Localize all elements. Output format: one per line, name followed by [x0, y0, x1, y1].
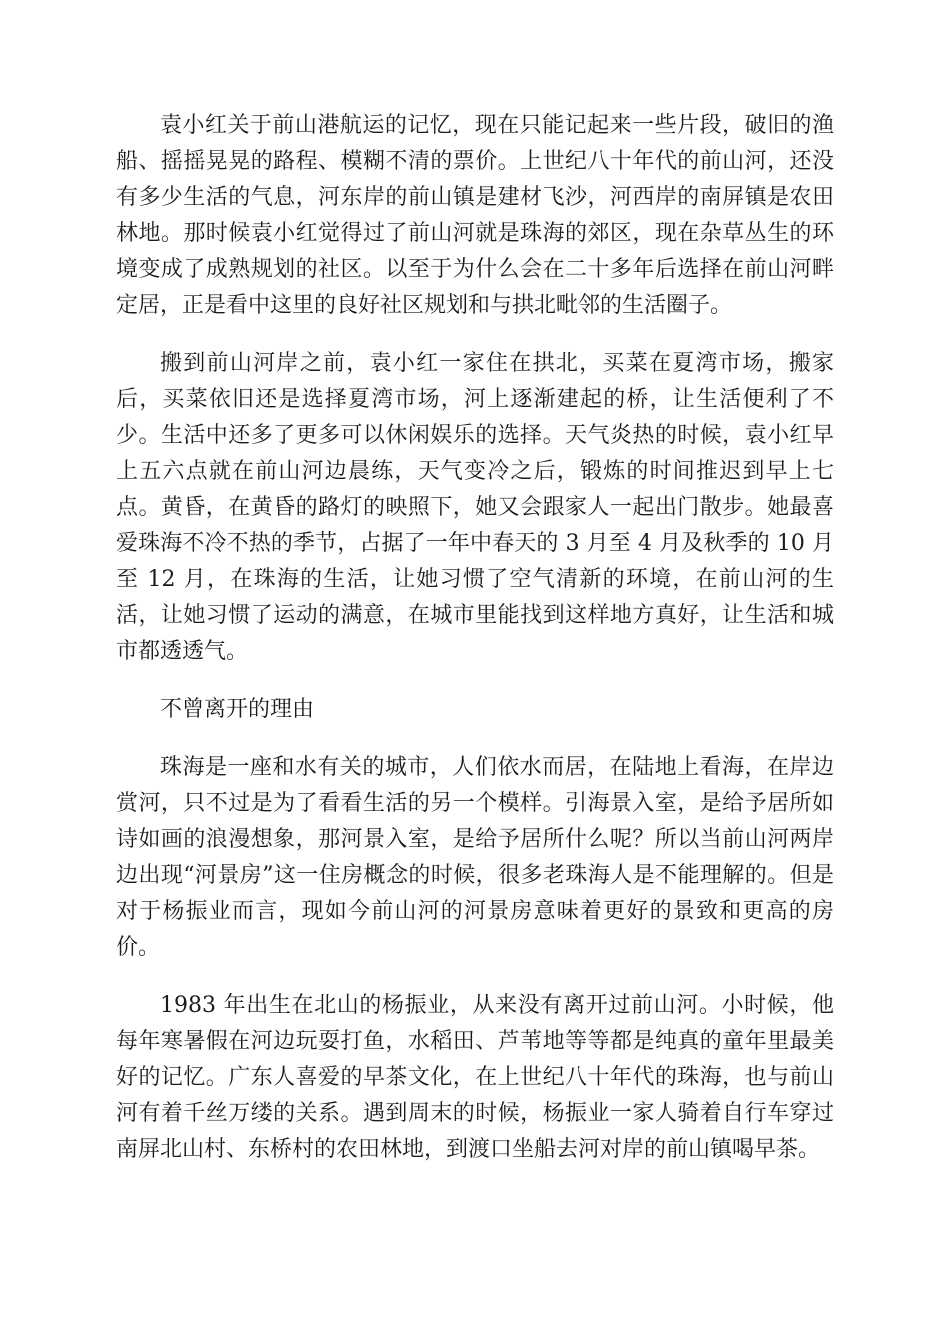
- section-heading: 不曾离开的理由: [160, 697, 315, 722]
- paragraph-river-view: 珠海是一座和水有关的城市，人们依水而居，在陆地上看海，在岸边赏河，只不过是为了看看生活的另一个模样。引海景入室，是给予居所如诗如画的浪漫想象，那河景入室，是给予居所什么呢？所以当前山河两岸边出现“河景房”这一住房概念的时候，很多老珠海人是不能理解的。但是对于杨振业而言，现如今前山河的河景房意味着更好的景致和更高的房价。: [116, 755, 834, 960]
- document-body: [116, 108, 834, 1190]
- paragraph-yuan-daily-life: 搬到前山河岸之前，袁小红一家住在拱北，买菜在夏湾市场，搬家后，买菜依旧还是选择夏湾市场，河上逐渐建起的桥，让生活便利了不少。生活中还多了更多可以休闲娱乐的选择。天气炎热的时候，袁小红早上五六点就在前山河边晨练，天气变冷之后，锻炼的时间推迟到早上七点。黄昏，在黄昏的路灯的映照下，她又会跟家人一起出门散步。她最喜爱珠海不冷不热的季节，占据了一年中春天的 3 月至 4 月及秋季的 10 月至 12 月，在珠海的生活，让她习惯了空气清新的环境，在前山河的生活，让她习惯了运动的满意，在城市里能找到这样地方真好，让生活和城市都透透气。: [116, 351, 834, 664]
- paragraph-yuan-memory: 袁小红关于前山港航运的记忆，现在只能记起来一些片段，破旧的渔船、摇摇晃晃的路程、模糊不清的票价。上世纪八十年代的前山河，还没有多少生活的气息，河东岸的前山镇是建材飞沙，河西岸的南屏镇是农田林地。那时候袁小红觉得过了前山河就是珠海的郊区，现在杂草丛生的环境变成了成熟规划的社区。以至于为什么会在二十多年后选择在前山河畔定居，正是看中这里的良好社区规划和与拱北毗邻的生活圈子。: [116, 113, 834, 318]
- paragraph-yang-childhood: 1983 年出生在北山的杨振业，从来没有离开过前山河。小时候，他每年寒暑假在河边玩耍打鱼，水稻田、芦苇地等等都是纯真的童年里最美好的记忆。广东人喜爱的早茶文化，在上世纪八十年代的珠海，也与前山河有着千丝万缕的关系。遇到周末的时候，杨振业一家人骑着自行车穿过南屏北山村、东桥村的农田林地，到渡口坐船去河对岸的前山镇喝早茶。: [116, 993, 834, 1162]
